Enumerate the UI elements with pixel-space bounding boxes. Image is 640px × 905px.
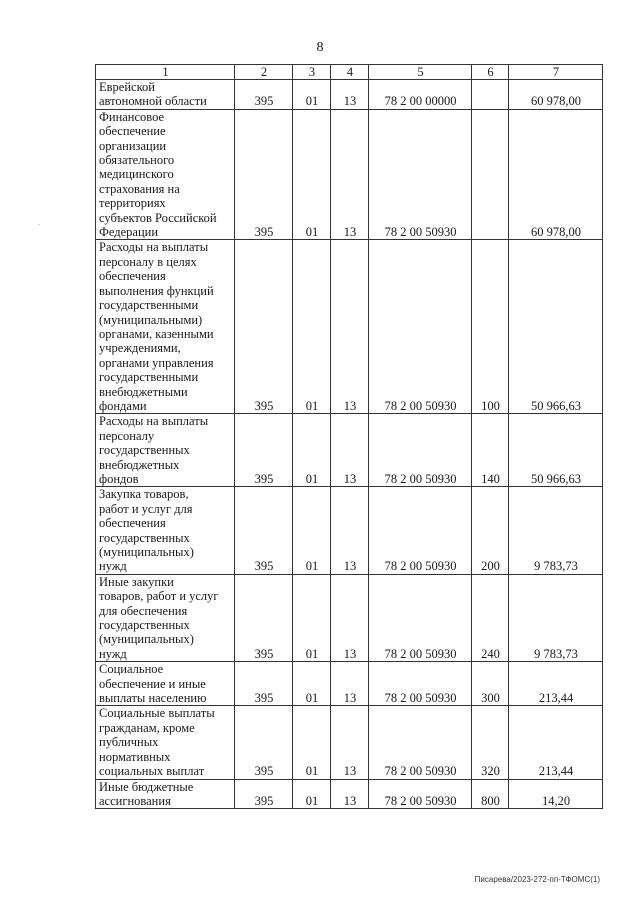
row-amount-cell: 60 978,00 <box>509 109 603 240</box>
row-col4-cell: 13 <box>331 706 369 779</box>
row-col3-cell: 01 <box>293 706 331 779</box>
row-col2-cell: 395 <box>235 109 293 240</box>
row-name-cell: Финансовое обеспечение организации обязательного медицинского страхования на территориях субъектов Российской Федерации <box>96 109 235 240</box>
column-header: 1 <box>96 65 235 80</box>
row-code-cell: 78 2 00 50930 <box>369 109 472 240</box>
row-col3-cell: 01 <box>293 487 331 574</box>
row-amount-cell: 60 978,00 <box>509 80 603 110</box>
row-name-cell: Социальное обеспечение и иные выплаты населению <box>96 662 235 706</box>
row-code-cell: 78 2 00 50930 <box>369 574 472 661</box>
row-amount-cell: 213,44 <box>509 706 603 779</box>
table-row <box>96 414 603 487</box>
row-code-cell: 78 2 00 50930 <box>369 487 472 574</box>
row-amount-cell: 9 783,73 <box>509 574 603 661</box>
header-row <box>96 65 603 80</box>
row-col2-cell: 395 <box>235 706 293 779</box>
row-name-cell: Социальные выплаты гражданам, кроме публичных нормативных социальных выплат <box>96 706 235 779</box>
row-name-cell: Еврейской автономной области <box>96 80 235 110</box>
row-col4-cell: 13 <box>331 662 369 706</box>
row-code-cell: 78 2 00 50930 <box>369 706 472 779</box>
row-type-cell <box>472 80 509 110</box>
row-col2-cell: 395 <box>235 574 293 661</box>
row-col3-cell: 01 <box>293 80 331 110</box>
row-col2-cell: 395 <box>235 662 293 706</box>
table-row <box>96 662 603 706</box>
row-name-cell: Иные бюджетные ассигнования <box>96 779 235 809</box>
row-type-cell <box>472 109 509 240</box>
page-number: 8 <box>316 40 324 55</box>
row-code-cell: 78 2 00 50930 <box>369 414 472 487</box>
row-col4-cell: 13 <box>331 779 369 809</box>
row-col4-cell: 13 <box>331 240 369 414</box>
scan-mark: . <box>38 218 40 227</box>
row-name-cell: Закупка товаров, работ и услуг для обеспечения государственных (муниципальных) нужд <box>96 487 235 574</box>
row-type-cell: 320 <box>472 706 509 779</box>
table-row <box>96 80 603 110</box>
row-name-cell: Иные закупки товаров, работ и услуг для обеспечения государственных (муниципальных) нужд <box>96 574 235 661</box>
column-header: 7 <box>509 65 603 80</box>
row-code-cell: 78 2 00 50930 <box>369 240 472 414</box>
row-amount-cell: 50 966,63 <box>509 240 603 414</box>
row-col4-cell: 13 <box>331 487 369 574</box>
column-header: 5 <box>369 65 472 80</box>
table-row <box>96 109 603 240</box>
column-header: 6 <box>472 65 509 80</box>
row-col2-cell: 395 <box>235 779 293 809</box>
row-amount-cell: 50 966,63 <box>509 414 603 487</box>
row-amount-cell: 213,44 <box>509 662 603 706</box>
row-col3-cell: 01 <box>293 109 331 240</box>
column-header: 4 <box>331 65 369 80</box>
row-col3-cell: 01 <box>293 779 331 809</box>
row-col2-cell: 395 <box>235 414 293 487</box>
row-col3-cell: 01 <box>293 662 331 706</box>
row-col2-cell: 395 <box>235 80 293 110</box>
row-col3-cell: 01 <box>293 574 331 661</box>
row-name-cell: Расходы на выплаты персоналу в целях обеспечения выполнения функций государственными (муниципальными) органами, казенными учреждениями, органами управления государственными внебюджетными фондами <box>96 240 235 414</box>
column-header: 2 <box>235 65 293 80</box>
row-code-cell: 78 2 00 50930 <box>369 662 472 706</box>
row-name-cell: Расходы на выплаты персоналу государственных внебюджетных фондов <box>96 414 235 487</box>
table-row <box>96 574 603 661</box>
row-col2-cell: 395 <box>235 240 293 414</box>
row-col3-cell: 01 <box>293 414 331 487</box>
document-footer: Писарева/2023-272-пп-ТФОМС(1) <box>474 875 600 884</box>
budget-table <box>95 64 603 809</box>
row-amount-cell: 9 783,73 <box>509 487 603 574</box>
row-type-cell: 200 <box>472 487 509 574</box>
row-col3-cell: 01 <box>293 240 331 414</box>
row-type-cell: 100 <box>472 240 509 414</box>
row-col4-cell: 13 <box>331 574 369 661</box>
row-col4-cell: 13 <box>331 80 369 110</box>
row-col4-cell: 13 <box>331 414 369 487</box>
row-type-cell: 300 <box>472 662 509 706</box>
table-row <box>96 779 603 809</box>
table-row <box>96 240 603 414</box>
row-code-cell: 78 2 00 50930 <box>369 779 472 809</box>
row-type-cell: 240 <box>472 574 509 661</box>
row-code-cell: 78 2 00 00000 <box>369 80 472 110</box>
row-col4-cell: 13 <box>331 109 369 240</box>
table-row <box>96 706 603 779</box>
row-type-cell: 140 <box>472 414 509 487</box>
row-col2-cell: 395 <box>235 487 293 574</box>
column-header: 3 <box>293 65 331 80</box>
row-type-cell: 800 <box>472 779 509 809</box>
table-row <box>96 487 603 574</box>
row-amount-cell: 14,20 <box>509 779 603 809</box>
